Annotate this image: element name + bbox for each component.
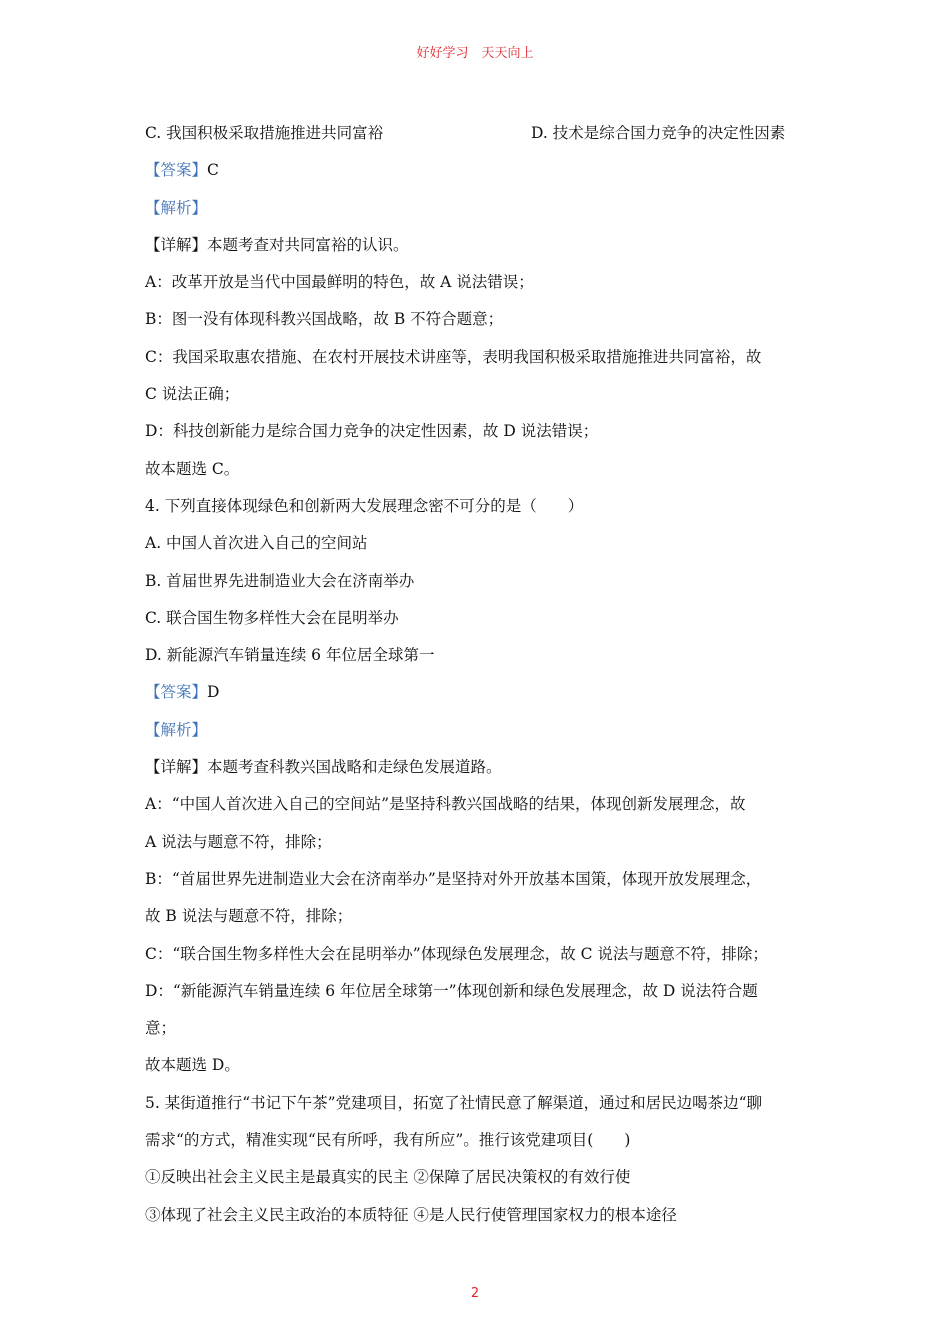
q4-analysis-label: 【解析】 <box>145 720 208 739</box>
q3-analysis-label: 【解析】 <box>145 198 208 217</box>
q3-line-6: 故本题选 C。 <box>145 459 240 478</box>
q4-line-6: D：“新能源汽车销量连续 6 年位居全球第一”体现创新和绿色发展理念，故 D 说法符合题 <box>145 981 758 1000</box>
q5-line-1: 需求“的方式，精准实现“民有所呼，我有所应”。推行该党建项目( ) <box>145 1131 631 1150</box>
answer-value: C <box>207 161 219 180</box>
q4-stem: 4. 下列直接体现绿色和创新两大发展理念密不可分的是（ ） <box>145 496 584 515</box>
q5-line-0: 5. 某街道推行“书记下午茶”党建项目，拓宽了社情民意了解渠道，通过和居民边喝茶边“聊 <box>145 1093 762 1112</box>
q3-line-0: 【详解】本题考查对共同富裕的认识。 <box>145 235 409 254</box>
q3-options-row <box>145 115 815 152</box>
page-number: 2 <box>470 1286 480 1301</box>
q3-line-5: D：科技创新能力是综合国力竞争的决定性因素，故 D 说法错误； <box>145 422 599 441</box>
q4-option-b: B. 首届世界先进制造业大会在济南举办 <box>145 571 415 590</box>
q4-option-a: A. 中国人首次进入自己的空间站 <box>145 534 368 553</box>
q3-line-2: B：图一没有体现科教兴国战略，故 B 不符合题意； <box>145 310 504 329</box>
q3-line-3: C：我国采取惠农措施、在农村开展技术讲座等，表明我国积极采取措施推进共同富裕，故 <box>145 347 762 366</box>
q4-option-d: D. 新能源汽车销量连续 6 年位居全球第一 <box>145 646 435 665</box>
document-body <box>145 115 815 1234</box>
q4-line-1: A：“中国人首次进入自己的空间站”是坚持科教兴国战略的结果，体现创新发展理念，故 <box>145 795 746 814</box>
answer-value: D <box>207 683 220 702</box>
q4-line-4: 故 B 说法与题意不符，排除； <box>145 907 353 926</box>
q3-option-c: C. 我国积极采取措施推进共同富裕 <box>145 124 384 142</box>
q4-line-7: 意； <box>145 1019 177 1038</box>
q4-answer <box>145 674 815 711</box>
q4-option-c: C. 联合国生物多样性大会在昆明举办 <box>145 608 399 627</box>
q5-line-3: ③体现了社会主义民主政治的本质特征 ④是人民行使管理国家权力的根本途径 <box>145 1205 677 1224</box>
q4-line-3: B：“首届世界先进制造业大会在济南举办”是坚持对外开放基本国策，体现开放发展理念， <box>145 869 762 888</box>
q4-line-8: 故本题选 D。 <box>145 1056 240 1075</box>
q3-line-1: A：改革开放是当代中国最鲜明的特色，故 A 说法错误； <box>145 273 534 292</box>
q5-line-2: ①反映出社会主义民主是最真实的民主 ②保障了居民决策权的有效行使 <box>145 1168 631 1187</box>
answer-label: 【答案】 <box>145 161 208 180</box>
q4-line-2: A 说法与题意不符，排除； <box>145 832 332 851</box>
page-header: 好好学习 天天向上 <box>416 46 534 61</box>
q4-line-0: 【详解】本题考查科教兴国战略和走绿色发展道路。 <box>145 758 502 777</box>
q3-answer <box>145 152 815 189</box>
q3-option-d: D. 技术是综合国力竞争的决定性因素 <box>531 124 786 142</box>
q3-line-4: C 说法正确； <box>145 385 240 404</box>
answer-label: 【答案】 <box>145 683 208 702</box>
q4-line-5: C：“联合国生物多样性大会在昆明举办”体现绿色发展理念，故 C 说法与题意不符，排除； <box>145 944 768 963</box>
